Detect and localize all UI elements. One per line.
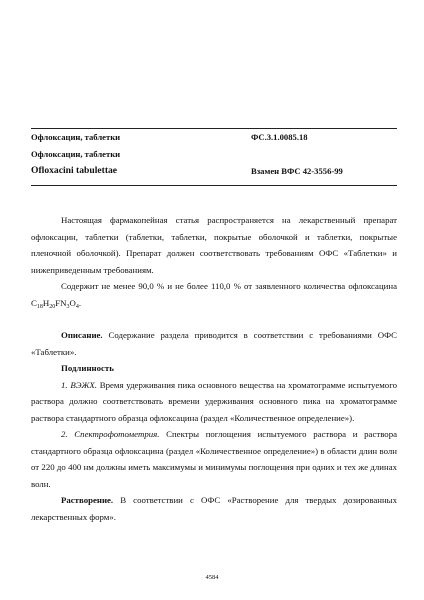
intro-paragraph: Настоящая фармакопейная статья распространяется на лекарственный препарат офлоксацин, таблетки (таблетки, таблетки, покрытые оболочкой и таблетки, покрытые пленочной оболочкой). Препарат должен соответствовать требованиям ОФС «Таблетки» и нижеприведенным требованиям. bbox=[31, 215, 397, 275]
content-paragraph: Содержит не менее 90,0 % и не более 110,0 % от заявленного количества офлоксацина $C_{18}H_{20}FN_3O_4$. bbox=[31, 281, 397, 310]
hplc-paragraph: 1. ВЭЖХ. Время удерживания пика основного вещества на хроматограмме испытуемого раствора должно соответствовать времени удерживания основного пика на хроматограмме раствора стандартного образца офлоксацина (раздел «Количественное определение»). bbox=[31, 379, 397, 423]
title-latin: Ofloxacini tabulettae bbox=[31, 165, 118, 176]
header-top-rule bbox=[31, 128, 397, 129]
header-bottom-rule bbox=[31, 185, 397, 186]
formula-n-sub: 3 bbox=[66, 303, 70, 310]
spectro-paragraph: 2. Спектрофотометрия. Спектры поглощения испытуемого раствора и раствора стандартного образца офлоксацина (раздел «Количественное определение») в области длин волн от 220 до 400 нм должны иметь максимумы и минимумы поглощения при одних и тех же длинах волн. bbox=[31, 429, 397, 489]
monograph-code: ФС.3.1.0085.18 bbox=[251, 132, 308, 142]
page-number: 4584 bbox=[205, 574, 219, 581]
description-paragraph: Описание. Содержание раздела приводится в соответствии с требованиями ОФС «Таблетки». bbox=[31, 330, 397, 357]
title-ru-primary: Офлоксацин, таблетки bbox=[31, 132, 121, 142]
replaces-code: Взамен ВФС 42-3556-99 bbox=[251, 166, 343, 176]
dissolution-label: Растворение. bbox=[61, 495, 114, 505]
monograph-body bbox=[31, 212, 397, 525]
hplc-label: 1. ВЭЖХ. bbox=[61, 379, 97, 390]
identity-heading: Подлинность bbox=[61, 363, 114, 373]
formula-o-sub: 4 bbox=[75, 303, 79, 310]
spectro-label: 2. Спектрофотометрия. bbox=[61, 429, 160, 439]
dissolution-paragraph: Растворение. В соответствии с ОФС «Растворение для твердых дозированных лекарственных форм». bbox=[31, 495, 397, 522]
formula-h-sub: 20 bbox=[49, 303, 56, 310]
formula-c-sub: 18 bbox=[36, 303, 43, 310]
title-ru-secondary: Офлоксацин, таблетки bbox=[31, 149, 121, 159]
description-label: Описание. bbox=[61, 330, 103, 340]
